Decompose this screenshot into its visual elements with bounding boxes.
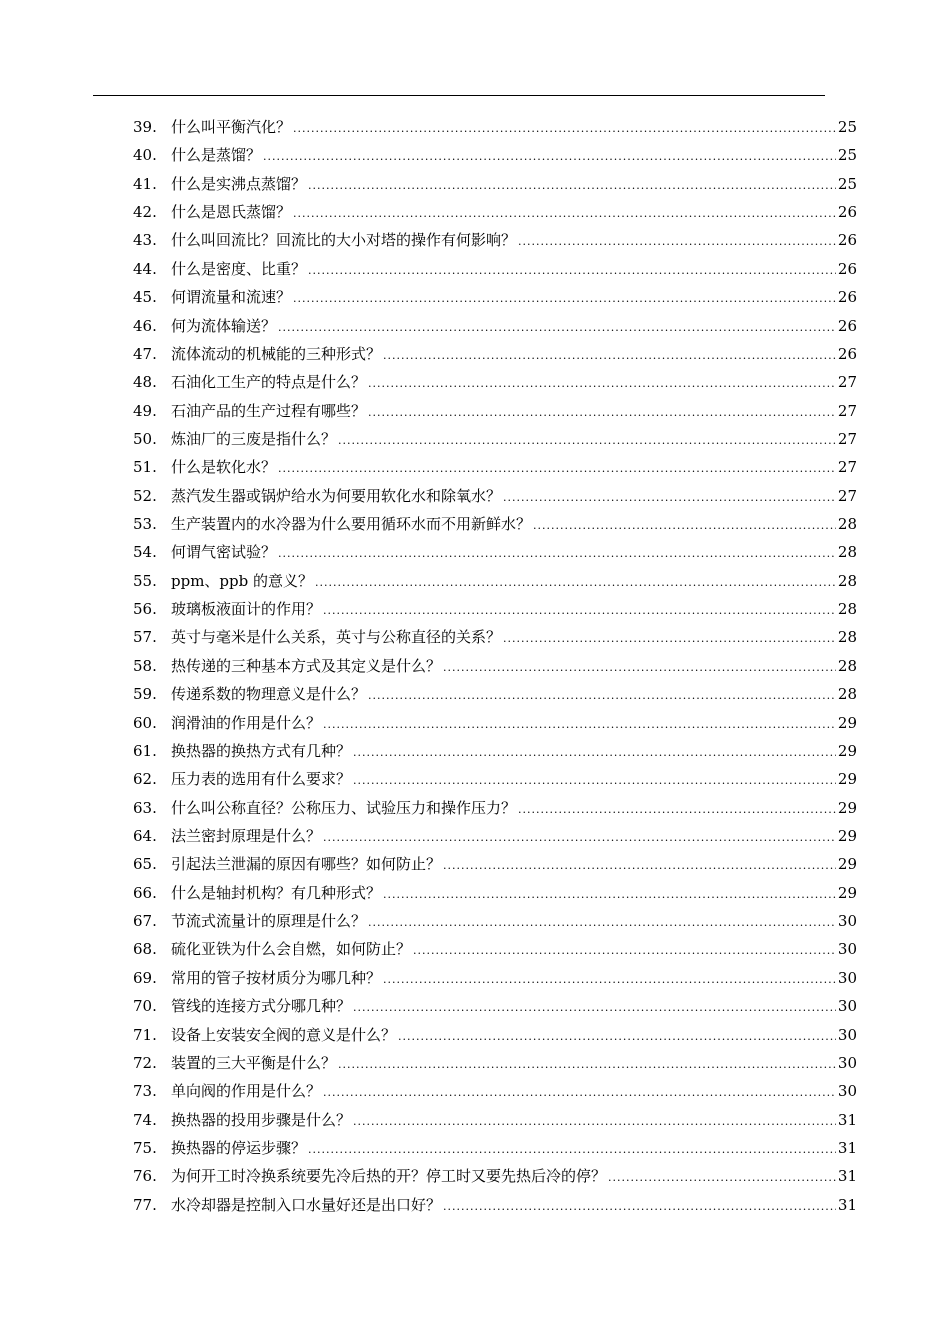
entry-number: 60. (133, 713, 157, 732)
entry-number: 51. (133, 458, 157, 477)
entry-page-number: 26 (837, 231, 857, 250)
toc-entry-46[interactable] (133, 312, 857, 340)
entry-number: 56. (133, 600, 157, 619)
entry-page-number: 26 (837, 344, 857, 363)
entry-number: 43. (133, 231, 157, 250)
dot-leader (503, 484, 836, 512)
entry-number: 59. (133, 685, 157, 704)
entry-number: 74. (133, 1110, 157, 1129)
dot-leader (278, 314, 836, 342)
toc-entry-63[interactable] (133, 794, 857, 822)
entry-page-number: 27 (837, 458, 857, 477)
entry-title: 炼油厂的三废是指什么？ (171, 429, 337, 448)
dot-leader (368, 399, 836, 427)
dot-leader (308, 172, 836, 200)
entry-page-number: 30 (837, 1053, 857, 1072)
dot-leader (503, 625, 836, 653)
dot-leader (353, 1108, 836, 1136)
entry-title: ppm、ppb 的意义？ (171, 571, 314, 590)
entry-page-number: 28 (837, 685, 857, 704)
entry-page-number: 30 (837, 997, 857, 1016)
dot-leader (518, 796, 836, 824)
entry-number: 76. (133, 1167, 157, 1186)
dot-leader (315, 569, 836, 597)
entry-page-number: 28 (837, 628, 857, 647)
dot-leader (293, 200, 836, 228)
entry-page-number: 27 (837, 486, 857, 505)
dot-leader (368, 370, 836, 398)
entry-number: 73. (133, 1082, 157, 1101)
toc-entry-55[interactable] (133, 567, 857, 595)
toc-entry-39[interactable] (133, 113, 857, 141)
dot-leader (293, 115, 836, 143)
entry-page-number: 26 (837, 259, 857, 278)
entry-title: 石油化工生产的特点是什么？ (171, 373, 367, 392)
entry-page-number: 30 (837, 1025, 857, 1044)
entry-title: 什么是蒸馏？ (171, 146, 262, 165)
entry-number: 58. (133, 656, 157, 675)
toc-entry-70[interactable] (133, 992, 857, 1020)
header-rule (93, 95, 825, 96)
entry-title: 硫化亚铁为什么会自燃，如何防止？ (171, 940, 412, 959)
toc-entry-44[interactable] (133, 255, 857, 283)
dot-leader (533, 512, 836, 540)
entry-page-number: 30 (837, 940, 857, 959)
toc-entry-59[interactable] (133, 680, 857, 708)
entry-title: 英寸与毫米是什么关系，英寸与公称直径的关系？ (171, 628, 502, 647)
dot-leader (338, 427, 836, 455)
entry-title: 换热器的投用步骤是什么？ (171, 1110, 352, 1129)
dot-leader (353, 767, 836, 795)
dot-leader (383, 881, 836, 909)
entry-title: 热传递的三种基本方式及其定义是什么？ (171, 656, 442, 675)
entry-number: 50. (133, 429, 157, 448)
entry-title: 生产装置内的水冷器为什么要用循环水而不用新鲜水？ (171, 515, 532, 534)
entry-title: 装置的三大平衡是什么？ (171, 1053, 337, 1072)
toc-entry-73[interactable] (133, 1077, 857, 1105)
toc-entry-47[interactable] (133, 340, 857, 368)
entry-number: 75. (133, 1138, 157, 1157)
entry-number: 54. (133, 543, 157, 562)
dot-leader (443, 852, 836, 880)
toc-entry-76[interactable] (133, 1162, 857, 1190)
toc-entry-68[interactable] (133, 935, 857, 963)
entry-page-number: 29 (837, 798, 857, 817)
entry-page-number: 31 (837, 1167, 857, 1186)
entry-number: 65. (133, 855, 157, 874)
toc-entry-51[interactable] (133, 453, 857, 481)
entry-title: 何谓气密试验？ (171, 543, 277, 562)
entry-page-number: 31 (837, 1195, 857, 1214)
toc-entry-57[interactable] (133, 623, 857, 651)
entry-title: 何为流体输送？ (171, 316, 277, 335)
entry-number: 62. (133, 770, 157, 789)
entry-title: 引起法兰泄漏的原因有哪些？如何防止？ (171, 855, 442, 874)
entry-title: 压力表的选用有什么要求？ (171, 770, 352, 789)
dot-leader (443, 1193, 836, 1221)
dot-leader (263, 143, 836, 171)
entry-title: 什么叫公称直径？公称压力、试验压力和操作压力？ (171, 798, 517, 817)
entry-page-number: 28 (837, 515, 857, 534)
toc-entry-60[interactable] (133, 709, 857, 737)
toc-entry-71[interactable] (133, 1021, 857, 1049)
toc-entry-66[interactable] (133, 879, 857, 907)
dot-leader (278, 455, 836, 483)
entry-title: 管线的连接方式分哪几种？ (171, 997, 352, 1016)
toc-entry-72[interactable] (133, 1049, 857, 1077)
toc-entry-49[interactable] (133, 397, 857, 425)
entry-page-number: 27 (837, 373, 857, 392)
entry-number: 45. (133, 288, 157, 307)
entry-number: 64. (133, 826, 157, 845)
toc-entry-58[interactable] (133, 652, 857, 680)
entry-number: 70. (133, 997, 157, 1016)
entry-number: 69. (133, 968, 157, 987)
entry-number: 48. (133, 373, 157, 392)
entry-page-number: 29 (837, 826, 857, 845)
entry-title: 设备上安装安全阀的意义是什么？ (171, 1025, 397, 1044)
entry-page-number: 31 (837, 1110, 857, 1129)
entry-number: 55. (133, 571, 157, 590)
entry-number: 52. (133, 486, 157, 505)
toc-entry-40[interactable] (133, 141, 857, 169)
table-of-contents (133, 113, 857, 1219)
dot-leader (398, 1023, 836, 1051)
entry-title: 什么叫平衡汽化？ (171, 118, 292, 136)
entry-title: 法兰密封原理是什么？ (171, 826, 322, 845)
entry-title: 什么是恩氏蒸馏？ (171, 203, 292, 222)
entry-title: 节流式流量计的原理是什么？ (171, 912, 367, 931)
toc-entry-48[interactable] (133, 368, 857, 396)
entry-page-number: 28 (837, 600, 857, 619)
toc-entry-61[interactable] (133, 737, 857, 765)
entry-number: 71. (133, 1025, 157, 1044)
entry-number: 67. (133, 912, 157, 931)
toc-entry-67[interactable] (133, 907, 857, 935)
entry-title: 常用的管子按材质分为哪几种？ (171, 968, 382, 987)
entry-page-number: 28 (837, 656, 857, 675)
entry-page-number: 29 (837, 883, 857, 902)
entry-page-number: 30 (837, 1082, 857, 1101)
entry-page-number: 26 (837, 316, 857, 335)
entry-page-number: 28 (837, 571, 857, 590)
dot-leader (383, 966, 836, 994)
entry-title: 什么叫回流比？回流比的大小对塔的操作有何影响？ (171, 231, 517, 250)
entry-number: 39. (133, 118, 157, 136)
entry-page-number: 27 (837, 429, 857, 448)
entry-page-number: 25 (837, 146, 857, 165)
dot-leader (278, 540, 836, 568)
entry-number: 49. (133, 401, 157, 420)
toc-entry-50[interactable] (133, 425, 857, 453)
entry-page-number: 29 (837, 770, 857, 789)
entry-title: 什么是软化水？ (171, 458, 277, 477)
dot-leader (353, 739, 836, 767)
entry-number: 63. (133, 798, 157, 817)
entry-title: 水冷却器是控制入口水量好还是出口好？ (171, 1195, 442, 1214)
entry-number: 61. (133, 741, 157, 760)
entry-title: 单向阀的作用是什么？ (171, 1082, 322, 1101)
toc-entry-43[interactable] (133, 226, 857, 254)
entry-number: 57. (133, 628, 157, 647)
entry-number: 42. (133, 203, 157, 222)
toc-entry-53[interactable] (133, 510, 857, 538)
entry-title: 润滑油的作用是什么？ (171, 713, 322, 732)
dot-leader (443, 654, 836, 682)
dot-leader (308, 1136, 836, 1164)
entry-page-number: 31 (837, 1138, 857, 1157)
toc-entry-62[interactable] (133, 765, 857, 793)
entry-number: 66. (133, 883, 157, 902)
entry-number: 53. (133, 515, 157, 534)
entry-page-number: 26 (837, 203, 857, 222)
dot-leader (368, 909, 836, 937)
toc-entry-52[interactable] (133, 482, 857, 510)
dot-leader (308, 257, 836, 285)
entry-number: 77. (133, 1195, 157, 1214)
entry-title: 什么是轴封机构？有几种形式？ (171, 883, 382, 902)
toc-entry-42[interactable] (133, 198, 857, 226)
toc-entry-56[interactable] (133, 595, 857, 623)
dot-leader (323, 1079, 836, 1107)
entry-title: 蒸汽发生器或锅炉给水为何要用软化水和除氧水？ (171, 486, 502, 505)
dot-leader (323, 824, 836, 852)
entry-page-number: 26 (837, 288, 857, 307)
entry-number: 46. (133, 316, 157, 335)
dot-leader (413, 937, 836, 965)
toc-entry-77[interactable] (133, 1191, 857, 1219)
entry-number: 47. (133, 344, 157, 363)
dot-leader (383, 342, 836, 370)
toc-entry-64[interactable] (133, 822, 857, 850)
toc-entry-74[interactable] (133, 1106, 857, 1134)
entry-title: 玻璃板液面计的作用？ (171, 600, 322, 619)
entry-page-number: 27 (837, 401, 857, 420)
entry-page-number: 30 (837, 968, 857, 987)
toc-entry-54[interactable] (133, 538, 857, 566)
entry-page-number: 29 (837, 741, 857, 760)
entry-number: 40. (133, 146, 157, 165)
dot-leader (353, 994, 836, 1022)
dot-leader (323, 597, 836, 625)
toc-entry-45[interactable] (133, 283, 857, 311)
entry-title: 何谓流量和流速？ (171, 288, 292, 307)
entry-page-number: 25 (837, 174, 857, 193)
entry-page-number: 30 (837, 912, 857, 931)
entry-title: 传递系数的物理意义是什么？ (171, 685, 367, 704)
entry-title: 什么是实沸点蒸馏？ (171, 174, 307, 193)
dot-leader (608, 1164, 836, 1192)
toc-entry-69[interactable] (133, 964, 857, 992)
dot-leader (323, 711, 836, 739)
dot-leader (518, 228, 836, 256)
entry-title: 换热器的换热方式有几种？ (171, 741, 352, 760)
entry-number: 72. (133, 1053, 157, 1072)
entry-title: 流体流动的机械能的三种形式？ (171, 344, 382, 363)
dot-leader (293, 285, 836, 313)
entry-title: 石油产品的生产过程有哪些？ (171, 401, 367, 420)
toc-entry-75[interactable] (133, 1134, 857, 1162)
dot-leader (338, 1051, 836, 1079)
entry-title: 为何开工时冷换系统要先冷后热的开？停工时又要先热后冷的停？ (171, 1167, 607, 1186)
entry-title: 换热器的停运步骤？ (171, 1138, 307, 1157)
entry-page-number: 29 (837, 713, 857, 732)
dot-leader (368, 682, 836, 710)
entry-page-number: 28 (837, 543, 857, 562)
toc-entry-65[interactable] (133, 850, 857, 878)
entry-title: 什么是密度、比重？ (171, 259, 307, 278)
entry-number: 41. (133, 174, 157, 193)
toc-entry-41[interactable] (133, 170, 857, 198)
entry-number: 68. (133, 940, 157, 959)
entry-page-number: 29 (837, 855, 857, 874)
entry-page-number: 25 (837, 118, 857, 136)
entry-number: 44. (133, 259, 157, 278)
